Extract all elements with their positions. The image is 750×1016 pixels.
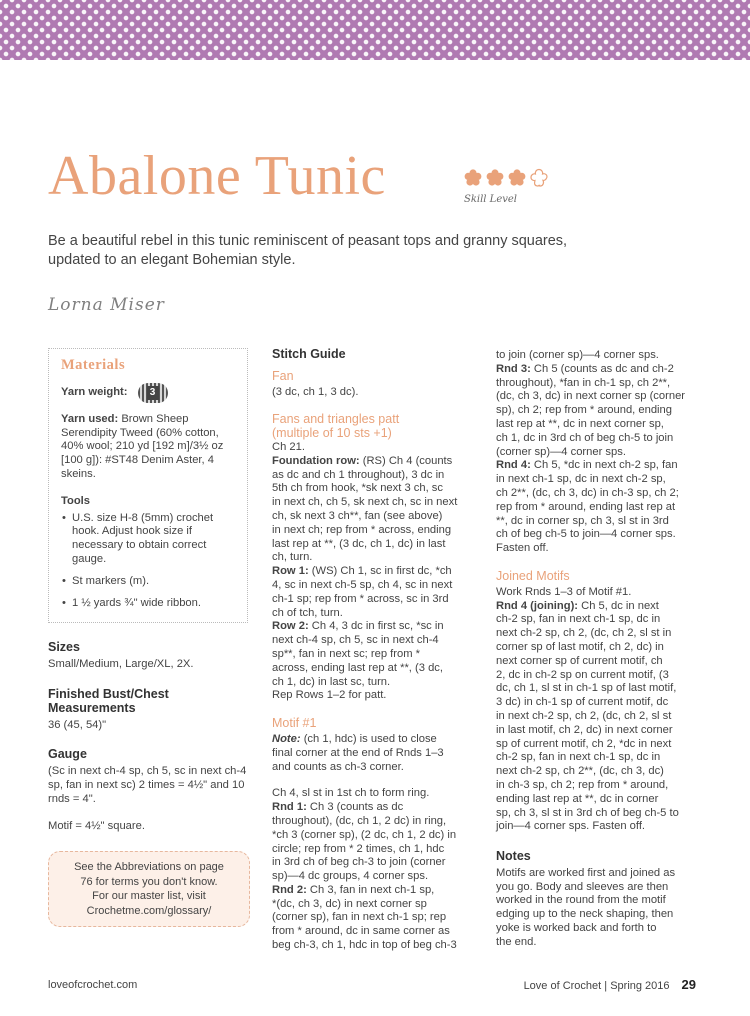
work-rnds-text: Work Rnds 1–3 of Motif #1.: [496, 585, 632, 598]
sizes-text: Small/Medium, Large/XL, 2X.: [48, 658, 194, 671]
yarn-used: [61, 413, 235, 482]
materials-heading: Materials: [61, 357, 126, 373]
yarn-weight-row: [61, 383, 235, 403]
rep-text: Rep Rows 1–2 for patt.: [272, 689, 387, 702]
notes-heading: Notes: [496, 849, 531, 864]
page-title: Abalone Tunic: [48, 145, 386, 207]
rnd1-label: Rnd 1:: [272, 801, 307, 814]
yarn-weight-icon: [138, 383, 168, 403]
row1: [272, 565, 474, 620]
flower-rating-icons: [462, 166, 554, 192]
joined-motifs-heading: Joined Motifs: [496, 568, 570, 583]
stitch-guide-heading: Stitch Guide: [272, 347, 346, 361]
rnd2-label: Rnd 2:: [272, 883, 307, 896]
list-item: • U.S. size H-8 (5mm) crochet hook. Adjust hook size if necessary to obtain correct gauge.: [61, 512, 235, 567]
bust-heading: Finished Bust/Chest Measurements: [48, 686, 169, 715]
skill-level-indicator: [462, 166, 562, 214]
footer-site: loveofcrochet.com: [48, 979, 138, 991]
tools-heading: Tools: [61, 494, 91, 507]
rnd2-text: Ch 3, fan in next ch-1 sp, *(dc, ch 3, dc) in next corner sp (corner sp), fan in next ch-1 sp; rep from * around, dc in same corner as beg ch-3, ch 1, hdc in top of beg ch-3: [272, 883, 457, 952]
rnd4-joining: [496, 600, 700, 835]
polka-dot-banner: [0, 0, 750, 60]
rnd2: [272, 884, 474, 953]
rnd4-text: Ch 5, *dc in next ch-2 sp, fan in next ch-1 sp, dc in next ch-2 sp, ch 2**, (dc, ch 3, dc) in ch-3 sp, ch 2; rep from * around, ending last rep at **, dc in corner sp, ch 3, sl st in 3rd ch of beg ch-5 to join—4 corner sps. Fasten off.: [496, 459, 679, 555]
ch4-text: Ch 4, sl st in 1st ch to form ring.: [272, 787, 430, 800]
author-signature: Lorna Miser: [48, 295, 165, 315]
bust-text: 36 (45, 54)": [48, 718, 107, 731]
yarn-used-text: Brown Sheep Serendipity Tweed (60% cotton, 40% wool; 210 yd [192 m]/3½ oz [100 g]): #ST48 Denim Aster, 4 skeins.: [61, 412, 224, 480]
row2-text: Ch 4, 3 dc in first sc, *sc in next ch-4 sp, ch 5, sc in next ch-4 sp**, fan in next sc; rep from * across, ending last rep at **, (3 dc, ch 1, dc) in last sc, turn.: [272, 620, 444, 688]
fan-text: (3 dc, ch 1, 3 dc).: [272, 385, 359, 398]
row2-label: Row 2:: [272, 620, 309, 633]
note-text: (ch 1, hdc) is used to close final corner at the end of Rnds 1–3 and counts as ch-3 corner.: [272, 732, 444, 773]
materials-box: [48, 348, 248, 623]
column-right: [496, 349, 700, 950]
note-label: Note:: [272, 732, 301, 745]
footer-issue: Love of Crochet | Spring 2016 29: [523, 977, 696, 992]
rnd3-label: Rnd 3:: [496, 362, 531, 375]
notes-text: Motifs are worked first and joined as you go. Body and sleeves are then worked in the round from the motif edging up to the neck shaping, then yoke is worked back and forth to the end.: [496, 866, 676, 948]
yarn-used-label: Yarn used:: [61, 412, 119, 425]
ch21-text: Ch 21.: [272, 440, 305, 453]
row1-text: (WS) Ch 1, sc in first dc, *ch 4, sc in next ch-5 sp, ch 4, sc in next ch-1 sp; rep from * across, sc in 3rd ch of tch, turn.: [272, 565, 453, 619]
list-item: • St markers (m).: [61, 575, 235, 589]
rnd4-joining-label: Rnd 4 (joining):: [496, 599, 579, 612]
rnd1: [272, 801, 474, 884]
gauge-text: (Sc in next ch-4 sp, ch 5, sc in next ch-4 sp, fan in next sc) 2 times = 4½" and 10 rnds = 4".: [48, 765, 247, 805]
issue-name: Spring 2016: [610, 980, 670, 992]
rnd4-label: Rnd 4:: [496, 459, 531, 472]
rnd4-joining-text: Ch 5, dc in next ch-2 sp, fan in next ch-1 sp, dc in next ch-2 sp, ch 2, (dc, ch 2, sl st in corner sp of last motif, ch 2, dc) in next corner sp of current motif, ch 2, dc in ch-2 sp on current motif, (3 dc, ch 1, sl st in ch-1 sp of last motif, 3 dc) in ch-1 sp of current motif, dc in next ch-2 sp, ch 2, (dc, ch 2, sl st in last motif, ch 2, dc) in next corner sp of current motif, ch 2, *dc in next ch-2 sp, fan in next ch-1 sp, dc in next ch-2 sp, ch 2**, (dc, ch 3, dc) in ch-3 sp, ch 2; rep from * around, ending last rep at **, dc in corner sp, ch 3, sl st in 3rd ch of beg ch-5 to join—4 corner sps. Fasten off.: [496, 599, 679, 833]
row1-label: Row 1:: [272, 565, 309, 578]
gauge-heading: Gauge: [48, 747, 87, 762]
list-item: • 1 ½ yards ¾" wide ribbon.: [61, 597, 235, 611]
fans-triangles-heading: Fans and triangles patt (multiple of 10 sts +1): [272, 412, 400, 441]
column-middle: [272, 348, 474, 953]
sizes-heading: Sizes: [48, 640, 80, 655]
rnd4: [496, 459, 700, 556]
magazine-name: Love of Crochet: [523, 980, 602, 992]
rnd1-text: Ch 3 (counts as dc throughout), (dc, ch 1, 2 dc) in ring, *ch 3 (corner sp), (2 dc, ch 1, 2 dc) in circle; rep from * 2 times, ch 1, hdc in 3rd ch of beg ch-3 to join (corner sp)—4 dc groups, 4 corner sps.: [272, 801, 457, 883]
foundation-label: Foundation row:: [272, 454, 360, 467]
yarn-weight-label: Yarn weight:: [61, 385, 128, 398]
column-left: [48, 348, 248, 927]
yarn-weight-value: 3: [147, 386, 159, 400]
intro-text: Be a beautiful rebel in this tunic reminiscent of peasant tops and granny squares, updated to an elegant Bohemian style.: [48, 233, 568, 268]
foundation-row: [272, 455, 474, 565]
abbreviations-callout: See the Abbreviations on page 76 for terms you don't know. For our master list, visit Crochetme.com/glossary/: [48, 851, 250, 927]
rnd3-text: Ch 5 (counts as dc and ch-2 throughout), *fan in ch-1 sp, ch 2**, (dc, ch 3, dc) in next corner sp (corner sp), ch 2; rep from * around, ending last rep at **, dc in next corner sp, ch 1, dc in 3rd ch of beg ch-5 to join (corner sp)—4 corner sps.: [496, 362, 686, 458]
foundation-text: (RS) Ch 4 (counts as dc and ch 1 throughout), 3 dc in 5th ch from hook, *sk next 3 ch, sc in next ch, ch 5, sk next ch, sc in next ch, sk next 3 ch**, fan (see above) in next ch; rep from * across, ending last rep at **, (3 dc, ch 1, dc) in last ch, turn.: [272, 454, 458, 564]
motif-note: [272, 733, 474, 774]
row2: [272, 620, 474, 689]
skill-level-label: Skill Level: [464, 194, 518, 205]
fan-heading: Fan: [272, 368, 294, 383]
motif1-heading: Motif #1: [272, 716, 317, 731]
tools-list: [61, 512, 235, 611]
page-number: 29: [681, 977, 696, 992]
rnd3: [496, 363, 700, 460]
rnd2-continued: to join (corner sp)—4 corner sps.: [496, 349, 659, 361]
gauge-motif: Motif = 4½" square.: [48, 819, 145, 832]
